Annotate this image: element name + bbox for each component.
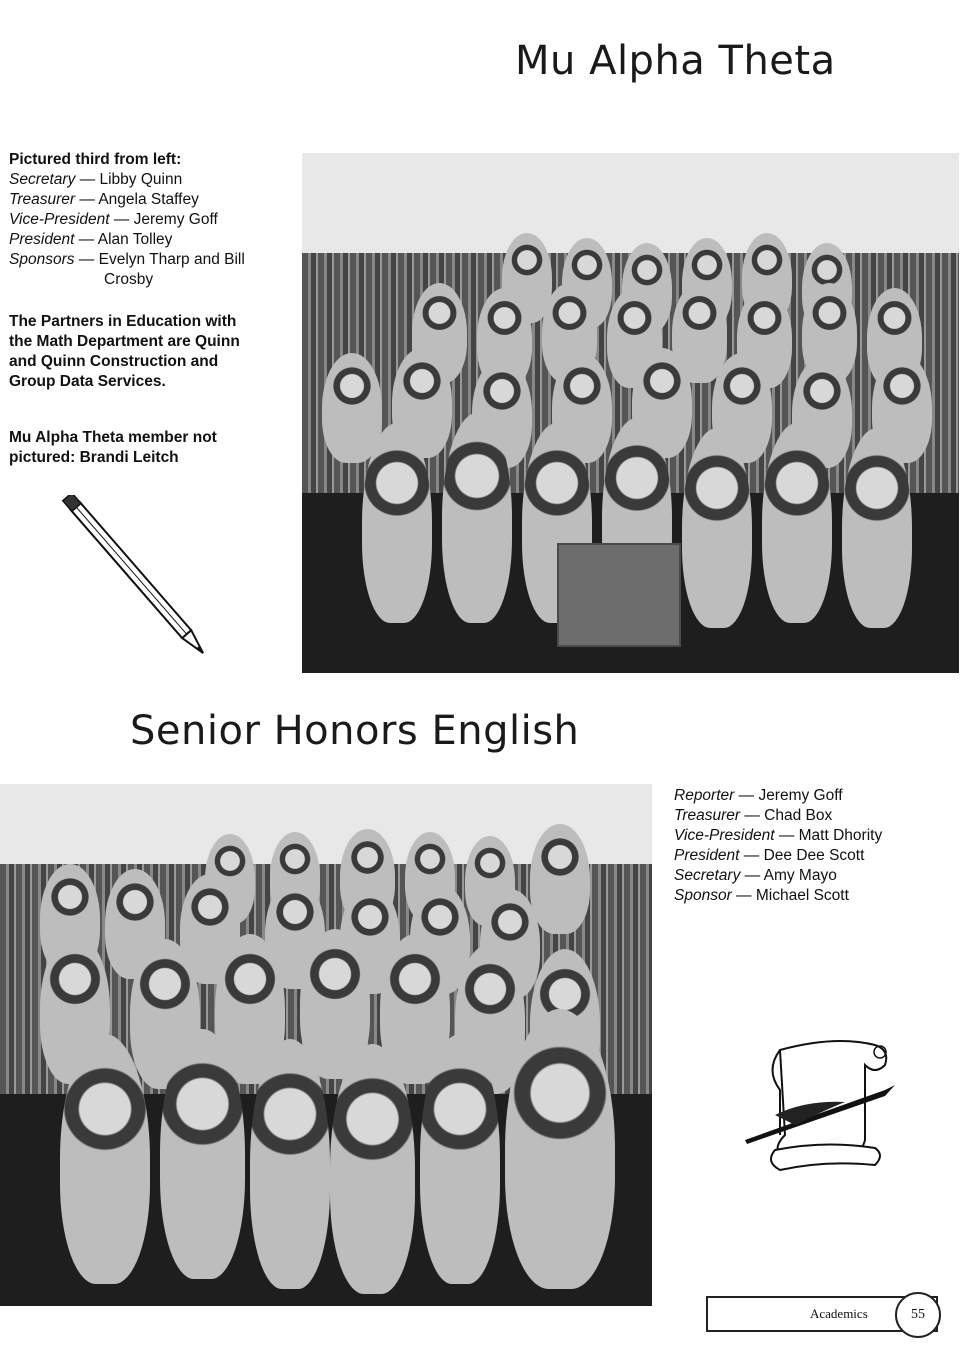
not-pictured-note: Mu Alpha Theta member not pictured: Brandi Leitch — [9, 429, 217, 466]
mu-alpha-theta-officers — [9, 150, 294, 290]
footer-section-label: Academics — [810, 1306, 868, 1321]
officer-line: Sponsor — Michael Scott — [674, 887, 849, 904]
partners-paragraph: The Partners in Education with the Math Department are Quinn and Quinn Construction and Group Data Services. — [9, 313, 240, 390]
officer-line: President — Alan Tolley — [9, 231, 173, 248]
officer-line: Secretary — Amy Mayo — [674, 867, 837, 884]
senior-honors-english-officers — [674, 786, 974, 906]
officer-line: Sponsors — Evelyn Tharp and Bill — [9, 251, 245, 268]
pencil-icon — [60, 495, 220, 670]
officer-line: Vice-President — Jeremy Goff — [9, 211, 218, 228]
senior-honors-english-group-photo — [0, 784, 652, 1306]
officer-line-continued: Crosby — [104, 271, 154, 288]
mu-alpha-theta-group-photo — [302, 153, 959, 673]
mu-alpha-theta-title: Mu Alpha Theta — [515, 38, 836, 84]
page-number: 55 — [895, 1292, 941, 1338]
officer-line: Secretary — Libby Quinn — [9, 171, 183, 188]
senior-honors-english-title: Senior Honors English — [130, 708, 580, 754]
officer-line: Vice-President — Matt Dhority — [674, 827, 883, 844]
scroll-quill-icon — [735, 1030, 905, 1190]
officer-line: Treasurer — Chad Box — [674, 807, 833, 824]
pictured-intro: Pictured third from left: — [9, 151, 182, 168]
officer-line: Reporter — Jeremy Goff — [674, 787, 843, 804]
officer-line: President — Dee Dee Scott — [674, 847, 865, 864]
officer-line: Treasurer — Angela Staffey — [9, 191, 199, 208]
